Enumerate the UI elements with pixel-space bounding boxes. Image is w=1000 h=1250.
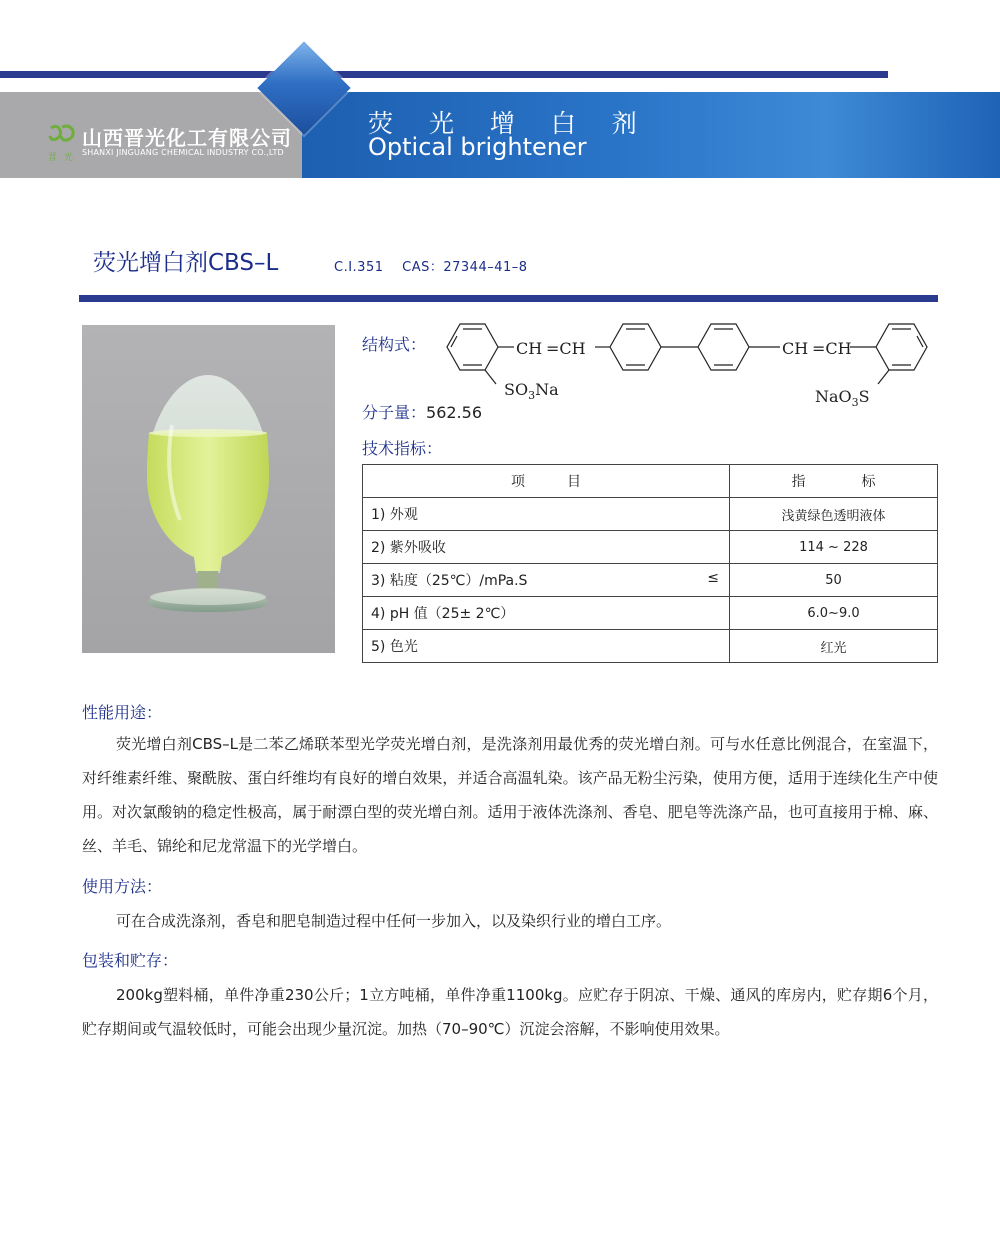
performance-text: 荧光增白剂CBS–L是二苯乙烯联苯型光学荧光增白剂，是洗涤剂用最优秀的荧光增白剂。可与水任意比例混合，在室温下，对纤维素纤维、聚酰胺、蛋白纤维均有良好的增白效果，并适合高温轧染。该产品无粉尘污染，使用方便，适用于连续化生产中使用。对次氯酸钠的稳定性极高，属于耐漂白型的荧光增白剂。适用于液体洗涤剂、香皂、肥皂等洗涤产品，也可直接用于棉、麻、丝、羊毛、锦纶和尼龙常温下的光学增白。	[82, 735, 938, 855]
spec-value: 红光	[730, 630, 938, 663]
spec-item: 1) 外观	[363, 498, 730, 531]
cas-number: CAS：27344–41–8	[402, 260, 528, 275]
spec-item: 3) 粘度（25℃）/mPa.S ≤	[363, 564, 730, 597]
formula-eq-ch-1: =CH	[546, 339, 586, 358]
specs-table	[362, 464, 938, 663]
performance-heading: 性能用途：	[82, 703, 163, 722]
flask-illustration	[82, 325, 335, 653]
product-identifiers	[334, 256, 542, 275]
usage-text: 可在合成洗涤剂，香皂和肥皂制造过程中任何一步加入，以及染织行业的增白工序。	[116, 912, 672, 930]
structural-formula	[430, 314, 942, 414]
formula-ch-1: CH	[516, 339, 543, 358]
company-name-en: SHANXI JINGUANG CHEMICAL INDUSTRY CO.,LTD	[82, 148, 284, 157]
table-row	[363, 564, 938, 597]
structure-label: 结构式：	[362, 335, 427, 354]
company-name-cn: 山西晋光化工有限公司	[82, 126, 292, 150]
usage-heading: 使用方法：	[82, 877, 163, 896]
product-class-en: Optical brightener	[368, 133, 587, 161]
table-row	[363, 531, 938, 564]
formula-naso3-right: NaO$_3$S	[815, 387, 870, 409]
table-row	[363, 498, 938, 531]
specs-label: 技术指标：	[362, 439, 443, 458]
company-logo-icon	[48, 124, 76, 146]
spec-item: 4) pH 值（25± 2℃）	[363, 597, 730, 630]
specs-header-item: 项 目	[363, 465, 730, 498]
logo-subtitle: 晋 光	[48, 153, 75, 163]
molecular-weight-value: 562.56	[426, 403, 482, 422]
specs-header-row	[363, 465, 938, 498]
molecular-weight-label: 分子量：	[362, 403, 427, 422]
packaging-text: 200kg塑料桶，单件净重230公斤；1立方吨桶，单件净重1100kg。应贮存于阴凉、干燥、通风的库房内，贮存期6个月，贮存期间或气温较低时，可能会出现少量沉淀。加热（70–90℃）沉淀会溶解，不影响使用效果。	[82, 986, 938, 1038]
spec-item: 5) 色光	[363, 630, 730, 663]
header-top-rule	[0, 71, 888, 78]
spec-item: 2) 紫外吸收	[363, 531, 730, 564]
spec-value: 6.0~9.0	[730, 597, 938, 630]
table-row	[363, 630, 938, 663]
spec-value: 114 ~ 228	[730, 531, 938, 564]
table-row	[363, 597, 938, 630]
packaging-heading: 包装和贮存：	[82, 951, 179, 970]
product-photo	[82, 325, 335, 653]
formula-eq-ch-2: =CH	[812, 339, 852, 358]
product-class-cn: 荧 光 增 白 剂	[368, 109, 651, 138]
ci-number: C.I.351	[334, 260, 384, 275]
specs-header-value: 指 标	[730, 465, 938, 498]
spec-value: 浅黄绿色透明液体	[730, 498, 938, 531]
formula-ch-2: CH	[782, 339, 809, 358]
molecular-weight	[362, 400, 482, 423]
product-title: 荧光增白剂CBS–L	[93, 250, 279, 276]
formula-so3na-left: $SO_3Na$	[504, 380, 559, 402]
title-underline-rule	[79, 295, 938, 302]
spec-value: 50	[730, 564, 938, 597]
